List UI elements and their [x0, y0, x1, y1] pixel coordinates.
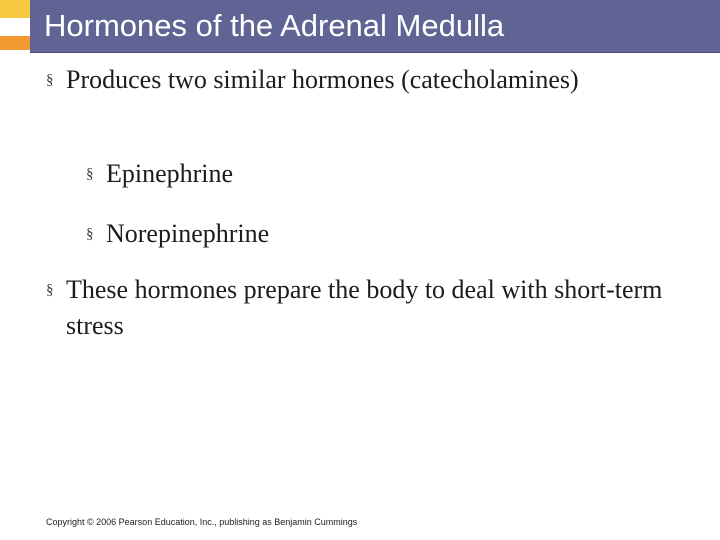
bullet-item	[46, 62, 686, 98]
bullet-marker-icon: §	[86, 226, 94, 242]
slide-title: Hormones of the Adrenal Medulla	[44, 8, 505, 43]
sub-bullet-item	[86, 216, 686, 252]
copyright-footer: Copyright © 2006 Pearson Education, Inc., publishing as Benjamin Cummings	[46, 517, 358, 527]
sub-bullet-text: Norepinephrine	[106, 219, 270, 248]
accent-square-orange	[0, 36, 30, 50]
bullet-item	[46, 272, 706, 344]
bullet-marker-icon: §	[46, 72, 54, 88]
sub-bullet-item	[86, 156, 686, 192]
bullet-text: These hormones prepare the body to deal with short-term stress	[66, 275, 663, 340]
title-bar	[30, 0, 720, 53]
sub-bullet-text: Epinephrine	[106, 159, 234, 188]
accent-square-yellow	[0, 0, 30, 18]
bullet-marker-icon: §	[86, 166, 94, 182]
accent-square-white	[0, 18, 30, 36]
bullet-text: Produces two similar hormones (catecholamines)	[66, 65, 579, 94]
bullet-marker-icon: §	[46, 282, 54, 298]
